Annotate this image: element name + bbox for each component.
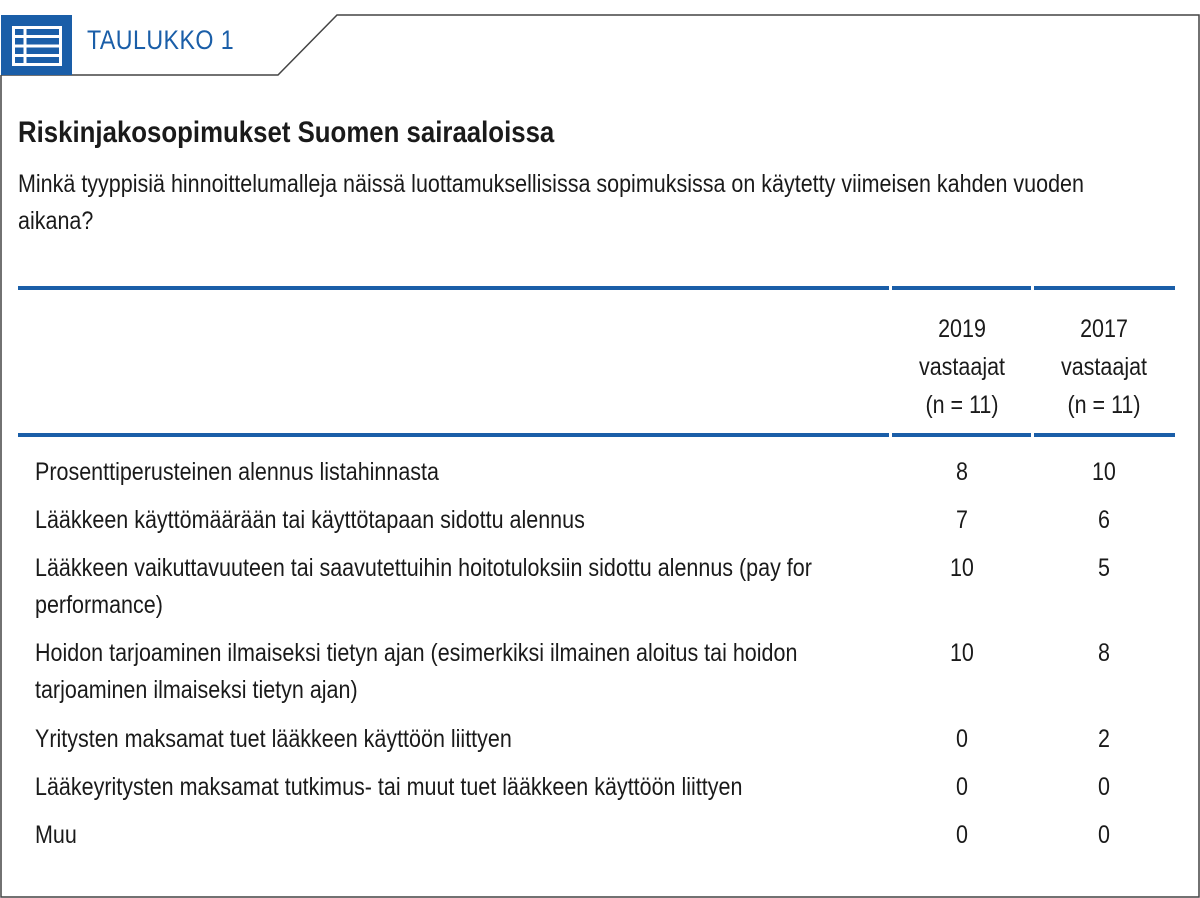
table-icon-box [1, 15, 72, 75]
value-2017: 6 [1098, 506, 1110, 534]
value-2017: 0 [1098, 821, 1110, 849]
value-2017: 8 [1098, 639, 1110, 667]
value-2017: 5 [1098, 554, 1110, 582]
value-2019: 10 [950, 554, 974, 582]
value-2019: 0 [956, 725, 968, 753]
value-2019: 0 [956, 773, 968, 801]
table-subtitle: Minkä tyyppisiä hinnoittelumalleja näissä luottamuksellisissa sopimuksissa on käytetty viimeisen kahden vuoden aikana? [18, 170, 1084, 235]
value-2017: 0 [1098, 773, 1110, 801]
row-label: Lääkkeen käyttömäärään tai käyttötapaan sidottu alennus [35, 506, 585, 534]
top-rule [18, 286, 1175, 290]
row-label: Lääkkeen vaikuttavuuteen tai saavutettuihin hoitotuloksiin sidottu alennus (pay for performance) [35, 554, 812, 619]
column-header-2017 [1034, 310, 1174, 424]
table-tag: TAULUKKO 1 [87, 25, 235, 55]
table-icon [12, 26, 62, 66]
column-header-n: (n = 11) [1067, 391, 1141, 419]
table-title: Riskinjakosopimukset Suomen sairaaloissa [18, 116, 555, 149]
value-2017: 10 [1092, 458, 1116, 486]
row-label: Yritysten maksamat tuet lääkkeen käyttöön liittyen [35, 725, 512, 753]
column-header-year: 2017 [1080, 315, 1128, 343]
row-label: Hoidon tarjoaminen ilmaiseksi tietyn ajan (esimerkiksi ilmainen aloitus tai hoidon tarjoaminen ilmaiseksi tietyn ajan) [35, 639, 798, 704]
column-header-n: (n = 11) [925, 391, 999, 419]
column-header-label: vastaajat [1060, 353, 1148, 381]
row-label: Prosenttiperusteinen alennus listahinnasta [35, 458, 439, 486]
value-2019: 10 [950, 639, 974, 667]
column-header-year: 2019 [938, 315, 986, 343]
value-2017: 2 [1098, 725, 1110, 753]
column-header-label: vastaajat [918, 353, 1006, 381]
column-header-2019 [892, 310, 1032, 424]
row-label: Muu [35, 821, 77, 849]
header-rule [18, 433, 1175, 437]
value-2019: 7 [956, 506, 968, 534]
value-2019: 0 [956, 821, 968, 849]
row-label: Lääkeyritysten maksamat tutkimus- tai muut tuet lääkkeen käyttöön liittyen [35, 773, 743, 801]
value-2019: 8 [956, 458, 968, 486]
